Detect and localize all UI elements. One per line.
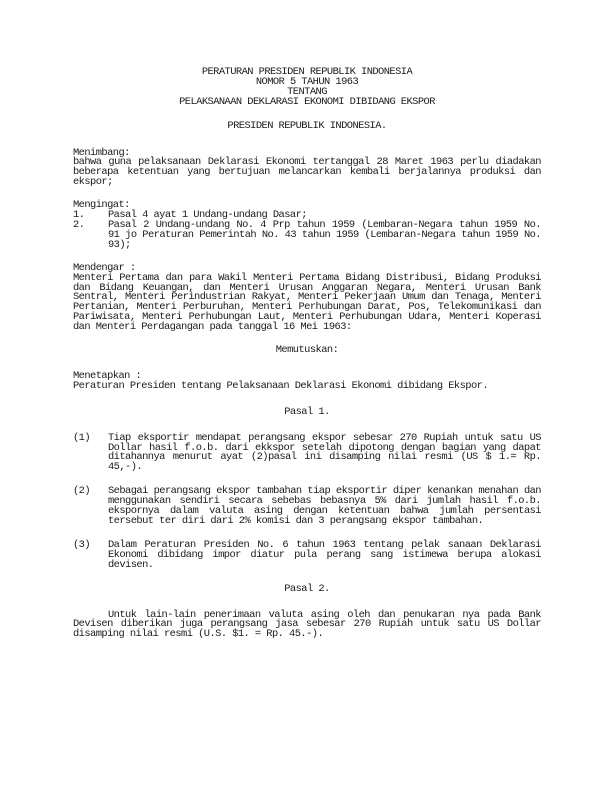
ayat-number: (1) xyxy=(73,431,91,444)
header-line-2: NOMOR 5 TAHUN 1963 xyxy=(255,75,359,88)
header-title xyxy=(73,68,541,108)
header-line-4: PELAKSANAAN DEKLARASI EKONOMI DIBIDANG EKSPOR xyxy=(179,95,435,108)
pasal-1-title: Pasal 1. xyxy=(284,405,330,418)
document-page xyxy=(73,68,541,640)
menimbang-text: bahwa guna pelaksanaan Deklarasi Ekonomi tertanggal 28 Maret 1963 perlu diadakan beberapa ketentuan yang bertujuan melancarkan kembali berjalannya produksi dan ekspor; xyxy=(73,156,541,189)
menimbang-label: Menimbang: xyxy=(73,146,130,159)
ayat-number: (3) xyxy=(73,538,91,551)
mendengar-section xyxy=(73,261,541,334)
mengingat-section xyxy=(73,201,541,251)
item-text: Pasal 4 ayat 1 Undang-undang Dasar; xyxy=(108,209,307,222)
item-text: Pasal 2 Undang-undang No. 4 Prp tahun 1959 (Lembaran-Negara tahun 1959 No. 91 jo Peraturan Pemerintah No. 43 tahun 1959 (Lembaran-Negara tahun 1959 No. 93); xyxy=(108,218,541,251)
mendengar-text: Menteri Pertama dan para Wakil Menteri Pertama Bidang Distribusi, Bidang Produksi dan Bidang Keuangan, dan Menteri Urusan Anggaran Negara, Menteri Urusan Bank Sentral, Menteri Perindustrian Rakyat, Menteri Pekerjaan Umum dan Tenaga, Menteri Pertanian, Menteri Perburuhan, Menteri Perhubungan Darat, Pos, Telekomunikasi dan Pariwisata, Menteri Perhubungan Laut, Menteri Perhubungan Udara, Menteri Koperasi dan Menteri Perdagangan pada tanggal 16 Mei 1963: xyxy=(73,271,541,334)
pasal-2-title: Pasal 2. xyxy=(284,582,330,595)
item-number: 1. xyxy=(73,209,85,222)
ayat-text: Sebagai perangsang ekspor tambahan tiap eksportir diper kenankan menahan dan menggunakan sendiri secara sebebas bebasnya 5% dari jumlah hasil f.o.b. ekspornya dalam valuta asing dengan ketentuan bahwa jumlah persentasi tersebut ter diri dari 2% komisi dan 3 perangsang ekspor tambahan. xyxy=(108,485,541,527)
menetapkan-section xyxy=(73,369,541,392)
header-line-1: PERATURAN PRESIDEN REPUBLIK INDONESIA xyxy=(201,66,413,78)
issuer: PRESIDEN REPUBLIK INDONESIA. xyxy=(227,119,387,132)
ayat-text: Tiap eksportir mendapat perangsang ekspor sebesar 270 Rupiah untuk satu US Dollar hasil f.o.b. dari ekkspor setelah dipotong dengan bagian yang dapat ditahannya menurut ayat (2)pasal ini disamping nilai resmi (US $ 1.= Rp. 45,-). xyxy=(108,431,541,474)
menimbang-section xyxy=(73,146,541,189)
ayat-item xyxy=(73,431,541,474)
pasal-1-body xyxy=(73,431,541,571)
ayat-number: (2) xyxy=(73,485,91,498)
ayat-item xyxy=(73,487,541,527)
memutuskan-heading: Memutuskan: xyxy=(275,344,339,357)
mengingat-item xyxy=(73,218,541,251)
menetapkan-text: Peraturan Presiden tentang Pelaksanaan Deklarasi Ekonomi dibidang Ekspor. xyxy=(73,379,489,392)
header-line-3: TENTANG xyxy=(287,85,327,98)
item-number: 2. xyxy=(73,218,85,231)
mendengar-label: Mendengar : xyxy=(73,261,136,274)
menetapkan-label: Menetapkan : xyxy=(73,369,142,382)
ayat-item xyxy=(73,538,541,571)
ayat-text: Dalam Peraturan Presiden No. 6 tahun 1963 tentang pelak sanaan Deklarasi Ekonomi dibidang impor diatur pula perang sang istimewa berupa alokasi devisen. xyxy=(108,538,541,571)
pasal-2-text: Untuk lain-lain penerimaan valuta asing oleh dan penukaran nya pada Bank Devisen diberikan juga perangsang jasa sebesar 270 Rupiah untuk satu US Dollar disamping nilai resmi (U.S. $1. = Rp. 45.-). xyxy=(73,608,541,641)
mengingat-label: Mengingat: xyxy=(73,199,130,212)
